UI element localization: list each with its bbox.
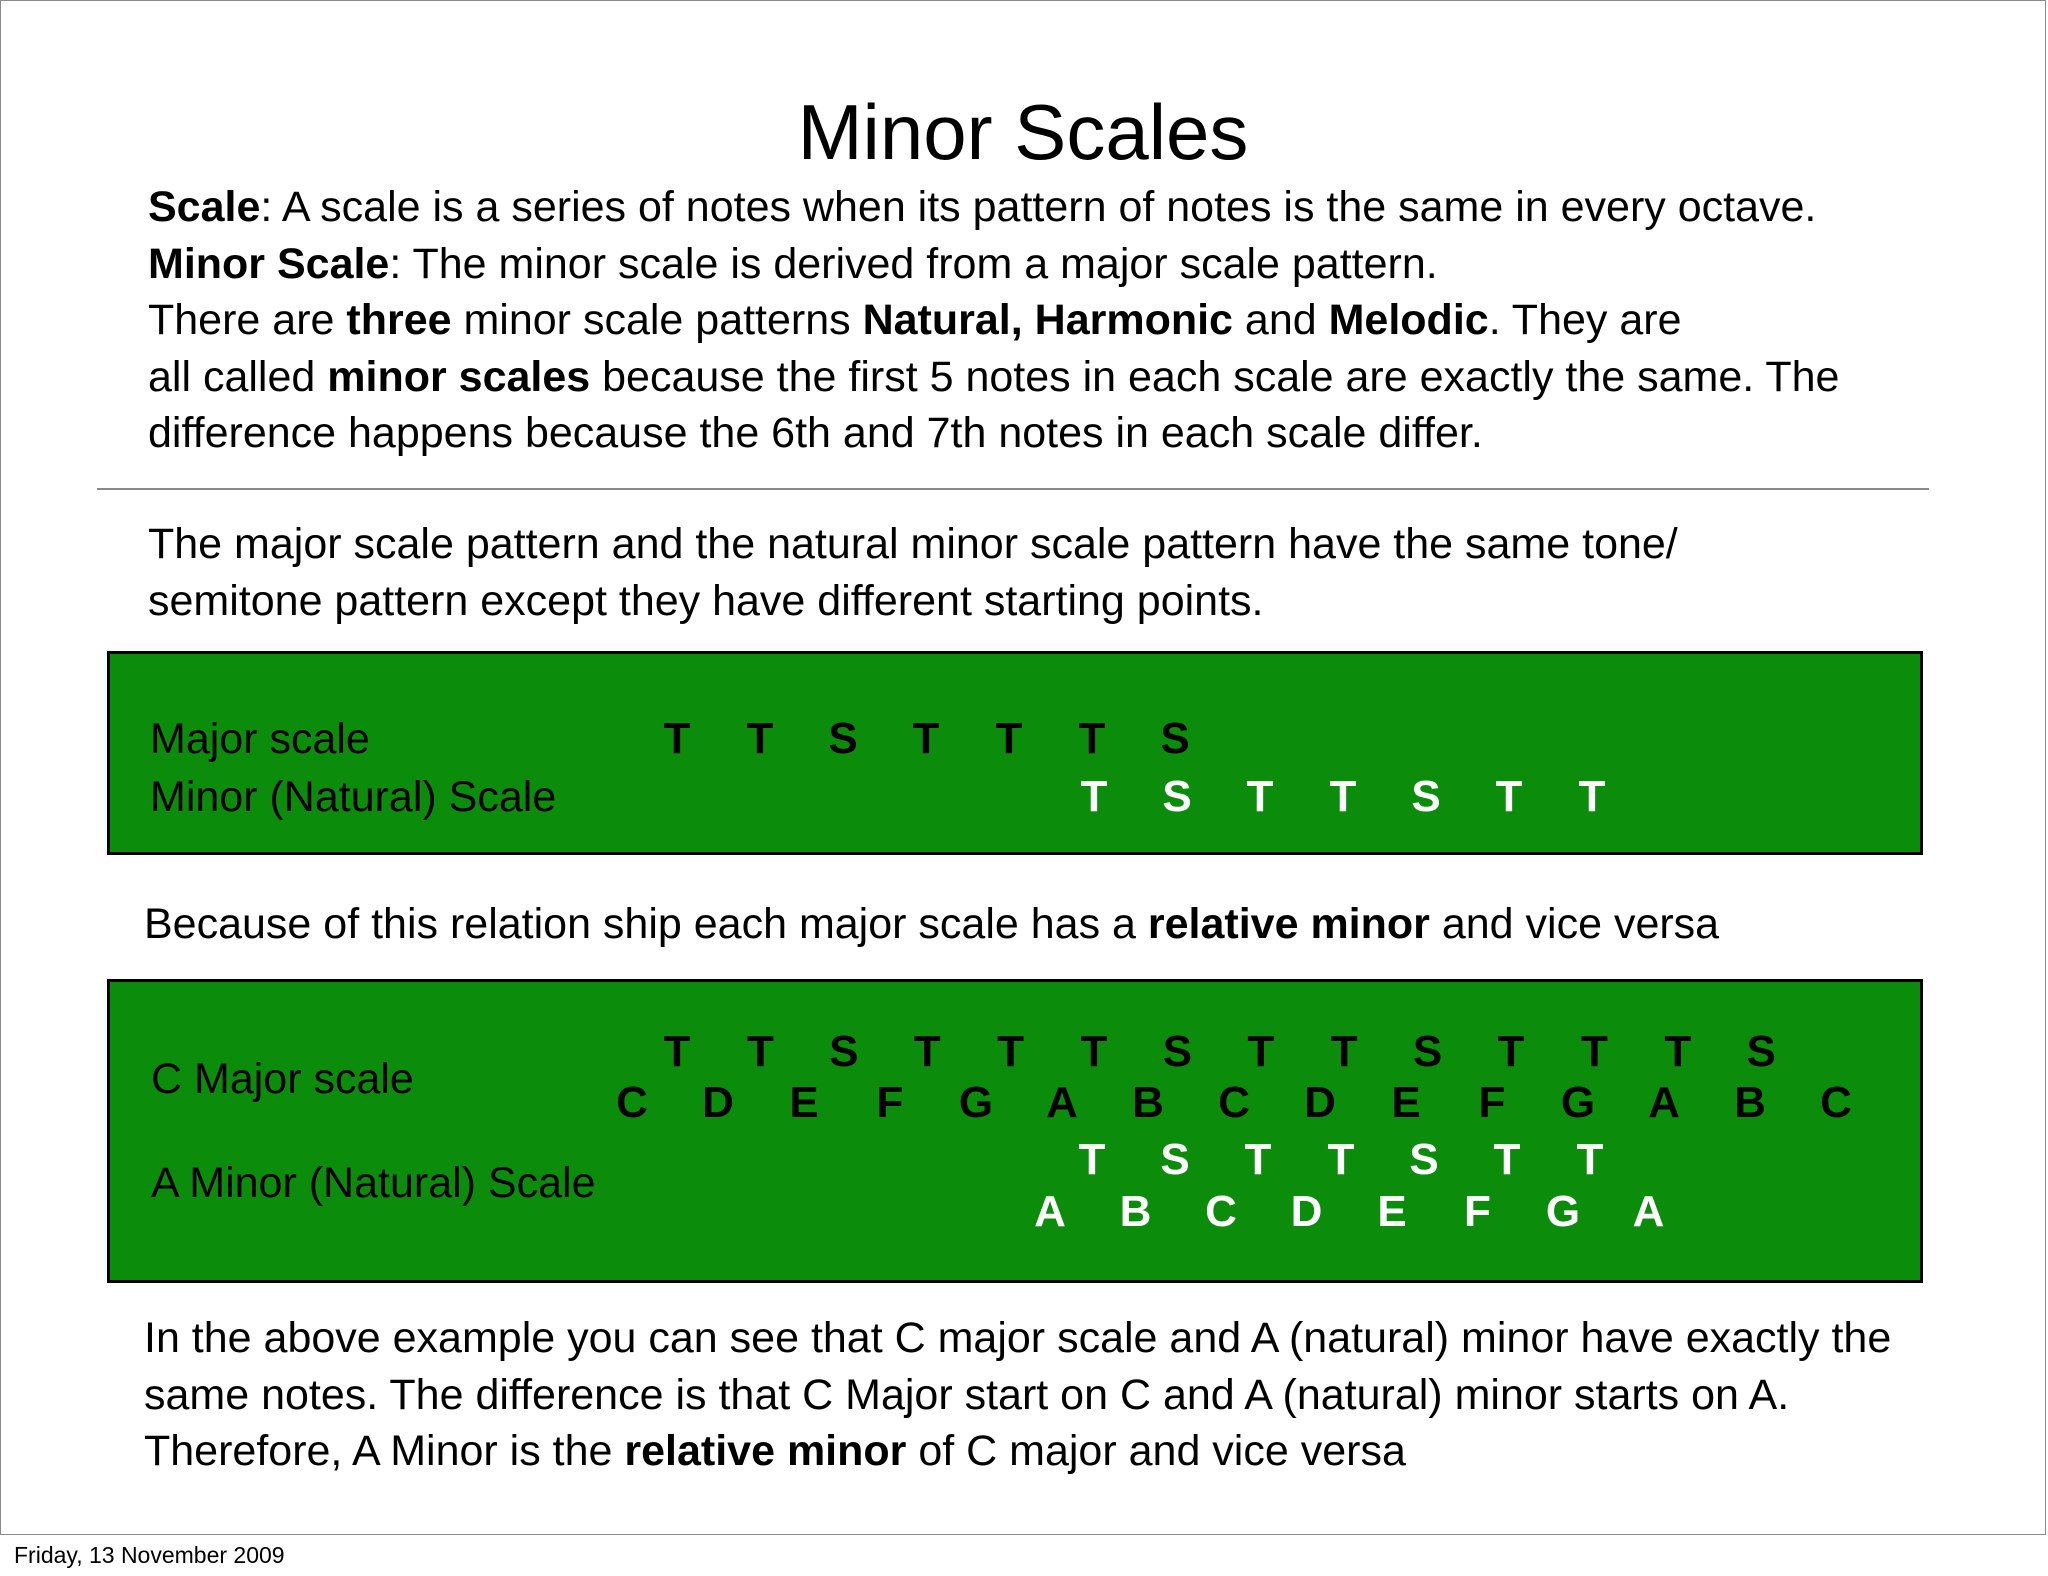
minor-step-token: S	[1411, 772, 1441, 821]
a-minor-notes-row	[110, 1187, 1920, 1237]
minor-step-token: S	[1162, 772, 1192, 821]
a-minor-step-token: T	[1244, 1135, 1272, 1184]
footer-date: Friday, 13 November 2009	[14, 1542, 285, 1568]
c-major-note-token: D	[702, 1078, 734, 1127]
conclusion-paragraph	[144, 1310, 1891, 1480]
major-step-token: S	[1160, 714, 1190, 763]
a-minor-note-token: A	[1034, 1187, 1066, 1236]
c-major-step-token: S	[829, 1027, 859, 1076]
c-major-note-token: A	[1046, 1078, 1078, 1127]
c-major-label: C Major scale	[151, 1055, 414, 1103]
major-steps-row	[110, 714, 1920, 764]
major-step-token: S	[828, 714, 858, 763]
a-minor-note-token: A	[1632, 1187, 1665, 1236]
a-minor-label: A Minor (Natural) Scale	[151, 1159, 596, 1207]
conclusion-line-2: same notes. The difference is that C Major start on C and A (natural) minor starts on A.	[144, 1370, 1790, 1419]
c-major-step-token: T	[913, 1027, 941, 1076]
c-major-step-token: T	[1664, 1027, 1692, 1076]
minor-step-token: T	[1578, 772, 1606, 821]
c-major-note-token: C	[1820, 1078, 1852, 1127]
c-major-note-token: G	[958, 1078, 994, 1127]
c-major-step-token: T	[663, 1027, 691, 1076]
intro-line-5: difference happens because the 6th and 7th notes in each scale differ.	[148, 409, 1483, 457]
a-minor-step-token: S	[1160, 1135, 1190, 1184]
c-major-step-token: T	[1080, 1027, 1108, 1076]
minor-step-token: T	[1495, 772, 1523, 821]
c-major-note-token: C	[1218, 1078, 1250, 1127]
c-major-step-token: S	[1412, 1027, 1443, 1076]
c-major-note-token: A	[1648, 1078, 1680, 1127]
section-divider	[97, 488, 1929, 490]
intro-line-2: Minor Scale: The minor scale is derived from a major scale pattern.	[148, 239, 1438, 288]
a-minor-note-token: F	[1464, 1187, 1491, 1236]
c-major-note-token: C	[616, 1078, 648, 1127]
c-major-step-token: T	[746, 1027, 774, 1076]
minor-step-token: T	[1329, 772, 1357, 821]
major-step-token: T	[912, 714, 940, 763]
c-major-step-token: S	[1162, 1027, 1193, 1076]
c-major-note-token: E	[789, 1078, 819, 1127]
c-major-steps-row	[110, 1027, 1920, 1077]
minor-steps-row	[110, 772, 1920, 822]
slide-title: Minor Scales	[797, 88, 1249, 176]
a-minor-note-token: C	[1205, 1187, 1237, 1236]
conclusion-line-3: Therefore, A Minor is the relative minor of C major and vice versa	[144, 1427, 1406, 1475]
major-step-token: T	[663, 714, 691, 763]
major-scale-label: Major scale	[150, 715, 370, 763]
minor-step-token: T	[1246, 772, 1274, 821]
pattern-line-1: The major scale pattern and the natural minor scale pattern have the same tone/	[148, 520, 1678, 568]
major-step-token: T	[995, 714, 1023, 763]
c-major-note-token: D	[1304, 1078, 1336, 1127]
a-minor-step-token: T	[1327, 1135, 1355, 1184]
minor-scale-label: Minor (Natural) Scale	[150, 773, 557, 821]
c-major-step-token: T	[1497, 1027, 1525, 1076]
major-step-token: T	[1078, 714, 1106, 763]
a-minor-note-token: B	[1119, 1187, 1152, 1236]
scale-pattern-box	[107, 651, 1923, 855]
intro-paragraph	[148, 179, 1839, 462]
a-minor-note-token: G	[1545, 1187, 1581, 1236]
pattern-paragraph	[148, 516, 1678, 629]
a-minor-step-token: T	[1576, 1135, 1604, 1184]
c-major-step-token: T	[997, 1027, 1025, 1076]
c-major-step-token: S	[1746, 1027, 1776, 1076]
intro-line-3: There are three minor scale patterns Natural, Harmonic and Melodic. They are	[148, 296, 1682, 344]
c-major-step-token: T	[1580, 1027, 1608, 1076]
major-step-token: T	[746, 714, 774, 763]
a-minor-note-token: D	[1290, 1187, 1323, 1236]
conclusion-line-1: In the above example you can see that C major scale and A (natural) minor have exactly the	[144, 1314, 1892, 1362]
intro-line-1: Scale: A scale is a series of notes when its pattern of notes is the same in every octave.	[148, 183, 1817, 231]
c-major-note-token: E	[1391, 1078, 1421, 1127]
a-minor-steps-row	[110, 1135, 1920, 1185]
c-major-note-token: F	[876, 1078, 904, 1127]
a-minor-step-token: T	[1078, 1135, 1106, 1184]
c-major-note-token: F	[1478, 1078, 1506, 1127]
c-major-step-token: T	[1330, 1027, 1358, 1076]
a-minor-step-token: T	[1493, 1135, 1521, 1184]
a-minor-note-token: E	[1377, 1187, 1407, 1236]
minor-step-token: T	[1080, 772, 1108, 821]
c-major-note-token: B	[1132, 1078, 1164, 1127]
a-minor-step-token: S	[1409, 1135, 1439, 1184]
c-major-notes-row	[110, 1078, 1920, 1128]
intro-line-4: all called minor scales because the first 5 notes in each scale are exactly the same. The	[148, 352, 1840, 401]
relation-text: Because of this relation ship each major scale has a relative minor and vice versa	[144, 900, 1720, 948]
c-major-note-token: G	[1560, 1078, 1596, 1127]
c-major-note-token: B	[1734, 1078, 1766, 1127]
c-major-step-token: T	[1247, 1027, 1275, 1076]
relative-minor-box	[107, 979, 1923, 1283]
pattern-line-2: semitone pattern except they have different starting points.	[148, 576, 1264, 625]
